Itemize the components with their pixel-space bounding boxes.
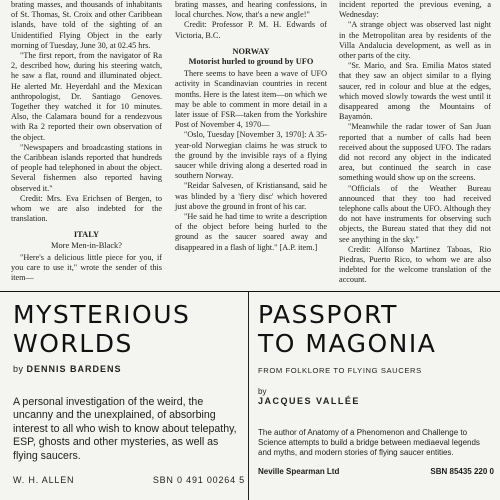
advert-title: MYSTERIOUS WORLDS (13, 300, 191, 358)
advert-byline: by DENNIS BARDENS (13, 364, 122, 374)
sbn-number: SBN 85435 220 0 (430, 466, 494, 476)
paragraph: There seems to have been a wave of UFO activity in Scandinavian countries in recent months. Here is the latest item—on which we may be able to comment in more detail in a later issue of FSR—taken from the Yorkshire Post of November 4, 1970— (175, 69, 327, 130)
section-heading: NORWAY (232, 46, 270, 56)
section-subheading: Motorist hurled to ground by UFO (188, 57, 314, 67)
book-advert-passport-to-magonia (258, 300, 494, 476)
paragraph: brating masses, and thousands of inhabitants of St. Thomas, St. Croix and other Caribbean islands, have told of the sighting of an Unidentified Flying Object in the early morning of Tuesday, June 30, at 02.45 hrs. (11, 0, 162, 50)
advert-footer (13, 475, 245, 485)
advert-description: A personal investigation of the weird, the uncanny and the unexplained, of absorbing interest to all who wish to know about telepathy, ESP, ghosts and other mysteries, as well as flying saucers. (13, 396, 237, 462)
article-column-right (339, 0, 491, 286)
credit-line: Credit: Alfonso Martinez Taboas, Rio Piedras, Puerto Rico, to whom we are also indebted for the welcome translation of the account. (339, 244, 491, 285)
advert-author: JACQUES VALLÉE (258, 396, 360, 406)
credit-line: Credit: Mrs. Eva Erichsen of Bergen, to whom we are also indebted for the translation. (11, 193, 162, 224)
paragraph: "A strange object was observed last night in the Metropolitan area by residents of the Villa Andalucia development, as well as in other parts of the city. (339, 20, 491, 61)
paragraph: "Sr. Mario, and Sra. Emilia Matos stated that they saw an object similar to a flying saucer, red in colour and blue at the edges, which moved slowly towards the west until it disappeared among the Mountains of Bayamón. (339, 61, 491, 122)
book-advert-mysterious-worlds (13, 300, 245, 485)
article-column-left (11, 0, 162, 283)
paragraph: "The first report, from the navigator of Ra 2, described how, during his steering watch, he saw a flat, round and illuminated object. He alerted Mr. Heyerdahl and the Mexican anthropologist, Dr. Santiago Genoves. Together they watched it for 10 minutes. Also, the Calamara bound for a rendezvous with Ra 2 reported their own observation of the object. (11, 51, 162, 142)
advert-description: The author of Anatomy of a Phenomenon and Challenge to Science attempts to build a bridge between mediaeval legends and myths, and modern stories of flying saucer entities. (258, 428, 480, 458)
paragraph: "Oslo, Tuesday [November 3, 1970]: A 35-year-old Norwegian claims he was struck to the ground by the invisible rays of a flying saucer while driving along a deserted road in southern Norway. (175, 130, 327, 181)
advert-author: DENNIS BARDENS (26, 364, 122, 374)
advert-title: PASSPORT TO MAGONIA (258, 300, 437, 358)
paragraph: brating masses, and hearing confessions, in local churches. Now, that's a new angle!" (175, 0, 327, 20)
paragraph: "Newspapers and broadcasting stations in the Caribbean islands reported that hundreds of people had telephoned in about the object. Several fishermen also reported having observed it." (11, 142, 162, 193)
credit-line: Credit: Professor P. M. H. Edwards of Victoria, B.C. (175, 20, 327, 40)
publisher-name: W. H. ALLEN (13, 475, 75, 486)
section-heading: ITALY (73, 230, 100, 240)
sbn-number: SBN 0 491 00264 5 (152, 475, 245, 486)
paragraph: "Here's a delicious little piece for you, if you care to use it," wrote the sender of this item— (11, 252, 162, 283)
article-column-middle (175, 0, 327, 253)
section-subheading: More Men-in-Black? (51, 240, 122, 250)
advert-footer (258, 467, 494, 476)
paragraph: "Meanwhile the radar tower of San Juan reported that a number of calls had been received about the supposed UFO. The radars did not record any object in the indicated area, but continued the search in case something would show up on the screens. (339, 122, 491, 183)
advert-byline: by JACQUES VALLÉE (258, 387, 360, 406)
vertical-divider (248, 292, 249, 500)
paragraph: "He said he had time to write a description of the object before being hurled to the ground as the saucer soared away and disappeared in a flash of light." [A.P. item.] (175, 212, 327, 252)
publisher-name: Neville Spearman Ltd (258, 466, 340, 476)
paragraph: incident reported the previous evening, a Wednesday: (339, 0, 491, 20)
advert-subtitle: FROM FOLKLORE TO FLYING SAUCERS (258, 366, 422, 375)
horizontal-divider (0, 291, 500, 292)
paragraph: "Reidar Salvesen, of Kristiansand, said he was blinded by a 'fiery disc' which hovered just above the ground in front of his car. (175, 181, 327, 211)
paragraph: "Officials of the Weather Bureau announced that they too had received telephone calls about the UFO. Although they do not have instruments for observing such objects, the Bureau stated that they did not see anything in the sky." (339, 183, 491, 244)
